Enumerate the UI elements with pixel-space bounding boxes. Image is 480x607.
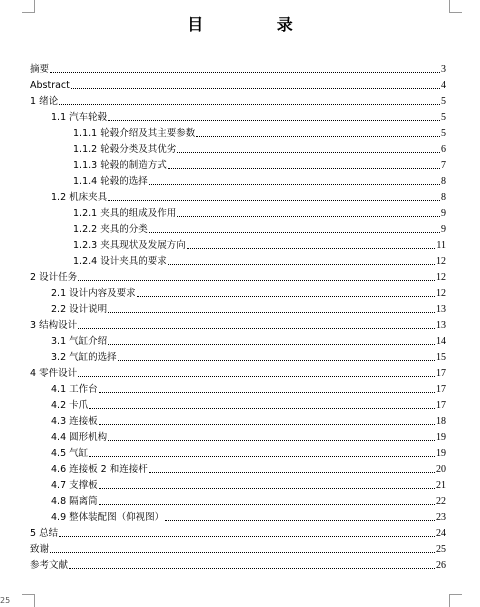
toc-entry-page-number: 5	[441, 112, 446, 123]
toc-entry-label: 4.3 连接板	[51, 416, 98, 427]
toc-dot-leader	[149, 471, 435, 473]
toc-entry[interactable]	[51, 510, 446, 524]
toc-entry-page-number: 24	[436, 528, 446, 539]
toc-dot-leader	[69, 567, 435, 569]
toc-dot-leader	[108, 439, 435, 441]
toc-entry[interactable]	[51, 398, 446, 412]
toc-entry-label: 4.1 工作台	[51, 384, 98, 395]
toc-entry-page-number: 19	[436, 432, 446, 443]
toc-entry-page-number: 8	[441, 192, 446, 203]
toc-dot-leader	[149, 231, 440, 233]
toc-entry[interactable]	[51, 494, 446, 508]
toc-entry[interactable]	[51, 110, 446, 124]
toc-dot-leader	[50, 551, 435, 553]
toc-entry-label: 1.2.4 设计夹具的要求	[73, 256, 167, 267]
toc-entry-page-number: 17	[436, 400, 446, 411]
toc-entry-page-number: 3	[441, 64, 446, 75]
toc-entry[interactable]	[73, 158, 446, 172]
toc-entry-page-number: 12	[436, 288, 446, 299]
toc-dot-leader	[177, 151, 440, 153]
toc-entry[interactable]	[51, 302, 446, 316]
toc-entry-page-number: 22	[436, 496, 446, 507]
toc-entry-label: 1.1 汽车轮毂	[51, 112, 108, 123]
toc-entry-label: 1.2.1 夹具的组成及作用	[73, 208, 177, 219]
toc-dot-leader	[149, 183, 440, 185]
toc-entry-label: 1.1.1 轮毂介绍及其主要参数	[73, 128, 196, 139]
toc-entry-label: 1.1.2 轮毂分类及其优劣	[73, 144, 177, 155]
toc-entry-label: 1.1.4 轮毂的选择	[73, 176, 148, 187]
toc-entry[interactable]	[30, 526, 446, 540]
toc-entry[interactable]	[30, 542, 446, 556]
toc-entry[interactable]	[30, 270, 446, 284]
toc-entry-label: 2 设计任务	[30, 272, 78, 283]
table-of-contents	[0, 62, 480, 592]
toc-dot-leader	[196, 135, 440, 137]
toc-entry-label: 摘要	[30, 64, 50, 75]
toc-entry[interactable]	[30, 62, 446, 76]
toc-entry-label: 1.2 机床夹具	[51, 192, 108, 203]
toc-entry-page-number: 13	[436, 304, 446, 315]
toc-entry-label: 1.2.2 夹具的分类	[73, 224, 148, 235]
toc-entry-label: 致谢	[30, 544, 50, 555]
toc-entry[interactable]	[51, 334, 446, 348]
toc-dot-leader	[108, 199, 440, 201]
toc-entry-page-number: 17	[436, 368, 446, 379]
toc-dot-leader	[71, 87, 440, 89]
toc-entry-page-number: 21	[436, 480, 446, 491]
toc-entry-label: 3.2 气缸的选择	[51, 352, 117, 363]
toc-dot-leader	[168, 167, 440, 169]
toc-entry[interactable]	[51, 190, 446, 204]
toc-entry-page-number: 4	[441, 80, 446, 91]
toc-entry[interactable]	[51, 286, 446, 300]
toc-entry-page-number: 25	[436, 544, 446, 555]
toc-dot-leader	[89, 407, 435, 409]
toc-dot-leader	[108, 311, 435, 313]
toc-dot-leader	[78, 279, 435, 281]
page-corner-mark-bottom-left	[22, 594, 35, 607]
toc-dot-leader	[99, 503, 435, 505]
toc-entry-label: 1.1.3 轮毂的制造方式	[73, 160, 167, 171]
toc-entry-page-number: 11	[436, 240, 446, 251]
toc-entry[interactable]	[73, 238, 446, 252]
toc-dot-leader	[89, 455, 435, 457]
toc-dot-leader	[165, 519, 435, 521]
toc-entry-label: 4.8 隔离筒	[51, 496, 98, 507]
toc-entry[interactable]	[73, 126, 446, 140]
toc-entry[interactable]	[51, 478, 446, 492]
toc-entry[interactable]	[51, 414, 446, 428]
toc-entry[interactable]	[30, 558, 446, 572]
toc-entry-label: 1.2.3 夹具现状及发展方向	[73, 240, 186, 251]
toc-entry-label: 4 零件设计	[30, 368, 78, 379]
toc-dot-leader	[118, 359, 435, 361]
toc-entry-label: 5 总结	[30, 528, 59, 539]
toc-entry-page-number: 9	[441, 208, 446, 219]
toc-entry[interactable]	[73, 222, 446, 236]
toc-entry-label: 2.1 设计内容及要求	[51, 288, 136, 299]
toc-dot-leader	[187, 247, 436, 249]
toc-dot-leader	[78, 327, 435, 329]
toc-dot-leader	[99, 423, 435, 425]
toc-dot-leader	[78, 375, 435, 377]
toc-entry-label: 3.1 气缸介绍	[51, 336, 108, 347]
toc-entry-page-number: 17	[436, 384, 446, 395]
toc-dot-leader	[59, 103, 440, 105]
toc-entry[interactable]	[73, 206, 446, 220]
toc-entry-label: 4.6 连接板 2 和连接杆	[51, 464, 148, 475]
toc-entry-page-number: 13	[436, 320, 446, 331]
toc-entry[interactable]	[73, 174, 446, 188]
toc-entry[interactable]	[73, 254, 446, 268]
toc-entry[interactable]	[30, 318, 446, 332]
toc-entry-page-number: 8	[441, 176, 446, 187]
toc-entry-label: 4.7 支撑板	[51, 480, 98, 491]
toc-entry[interactable]	[51, 446, 446, 460]
toc-entry[interactable]	[73, 142, 446, 156]
toc-entry-label: Abstract	[30, 80, 70, 91]
toc-dot-leader	[50, 71, 440, 73]
toc-entry-label: 4.4 圆形机构	[51, 432, 108, 443]
toc-entry-page-number: 26	[436, 560, 446, 571]
toc-entry[interactable]	[30, 94, 446, 108]
toc-dot-leader	[59, 535, 435, 537]
toc-dot-leader	[108, 343, 435, 345]
page-number-marker: 25	[0, 596, 11, 605]
toc-entry-label: 4.5 气缸	[51, 448, 89, 459]
toc-entry-label: 4.2 卡爪	[51, 400, 89, 411]
toc-entry[interactable]	[51, 430, 446, 444]
toc-entry-page-number: 6	[441, 144, 446, 155]
toc-entry[interactable]	[51, 462, 446, 476]
toc-entry-page-number: 5	[441, 96, 446, 107]
toc-entry-label: 1 绪论	[30, 96, 59, 107]
toc-entry-page-number: 14	[436, 336, 446, 347]
toc-entry-page-number: 19	[436, 448, 446, 459]
toc-entry-page-number: 9	[441, 224, 446, 235]
toc-entry[interactable]	[30, 366, 446, 380]
toc-dot-leader	[99, 391, 435, 393]
page-corner-mark-bottom-right	[449, 594, 462, 607]
toc-entry-page-number: 20	[436, 464, 446, 475]
toc-entry[interactable]	[51, 350, 446, 364]
toc-entry-label: 2.2 设计说明	[51, 304, 108, 315]
toc-entry-page-number: 12	[436, 272, 446, 283]
toc-entry-page-number: 7	[441, 160, 446, 171]
toc-dot-leader	[177, 215, 440, 217]
toc-entry-page-number: 23	[436, 512, 446, 523]
toc-dot-leader	[168, 263, 435, 265]
page-title: 目 录	[187, 15, 327, 34]
toc-entry-label: 3 结构设计	[30, 320, 78, 331]
toc-entry-page-number: 18	[436, 416, 446, 427]
toc-dot-leader	[99, 487, 435, 489]
toc-entry-page-number: 12	[436, 256, 446, 267]
toc-entry-label: 4.9 整体装配图（仰视图）	[51, 512, 165, 523]
toc-entry-page-number: 15	[436, 352, 446, 363]
toc-dot-leader	[137, 295, 435, 297]
toc-dot-leader	[108, 119, 440, 121]
toc-entry[interactable]	[30, 78, 446, 92]
toc-entry-label: 参考文献	[30, 560, 69, 571]
toc-entry-page-number: 5	[441, 128, 446, 139]
toc-entry[interactable]	[51, 382, 446, 396]
